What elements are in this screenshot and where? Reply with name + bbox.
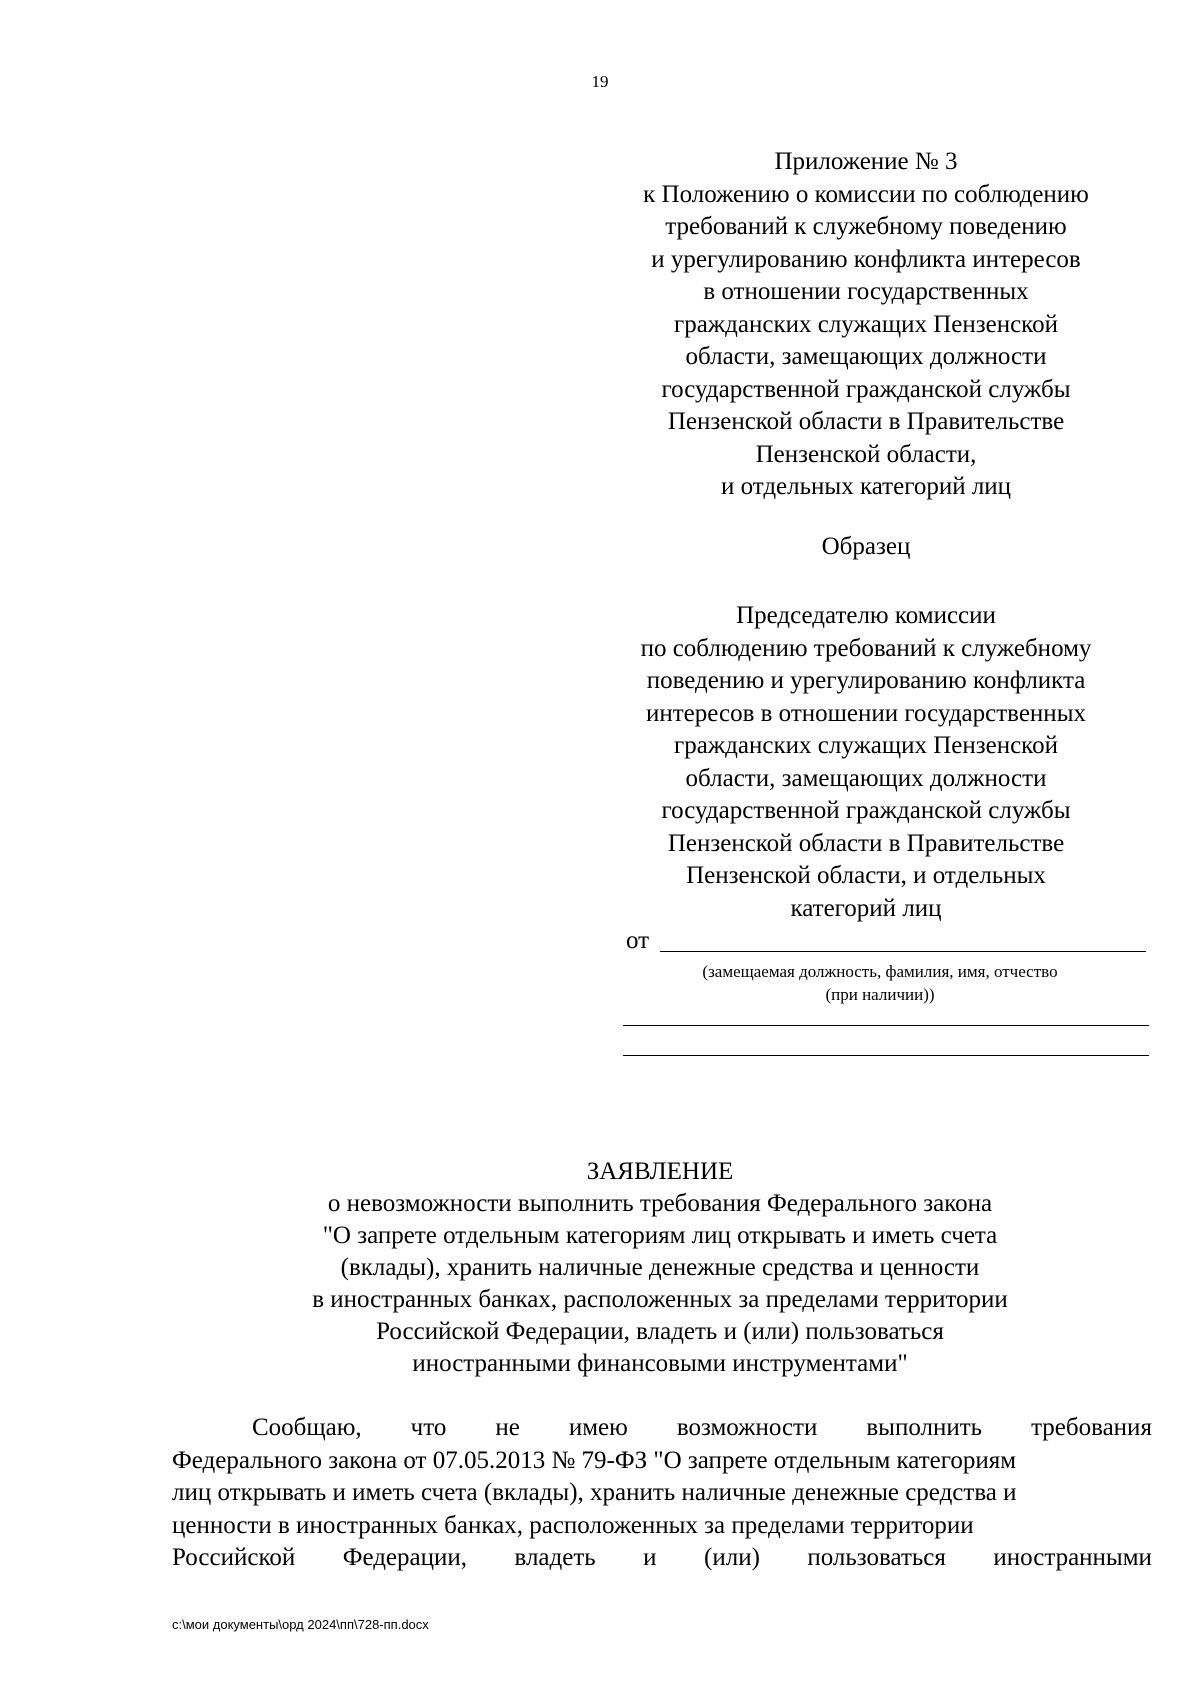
body-word: и <box>643 1544 657 1571</box>
appendix-line: и отдельных категорий лиц <box>720 473 1012 500</box>
statement-subtitle-line: Российской Федерации, владеть и (или) пользоваться <box>376 1318 944 1345</box>
from-row <box>626 927 1146 957</box>
body-word: имею <box>568 1414 628 1441</box>
statement-body <box>172 1412 1152 1575</box>
statement-title: ЗАЯВЛЕНИЕ <box>586 1158 734 1185</box>
addressee-line: интересов в отношении государственных <box>645 699 1086 727</box>
body-word: Федерации, <box>342 1544 468 1571</box>
addressee-line: государственной гражданской службы <box>661 797 1071 824</box>
body-line: Федерального закона от 07.05.2013 № 79-ФЗ "О запрете отдельным категориям <box>172 1446 1017 1474</box>
from-hint-line: (при наличии)) <box>825 985 935 1004</box>
appendix-line: Пензенской области в Правительстве <box>667 408 1065 435</box>
appendix-line: к Положению о комиссии по соблюдению <box>643 180 1089 208</box>
statement-subtitle <box>160 1188 1160 1380</box>
addressee-line: Пензенской области, и отдельных <box>686 862 1046 889</box>
addressee-line: гражданских служащих Пензенской <box>674 732 1058 759</box>
appendix-line: и урегулированию конфликта интересов <box>651 245 1081 273</box>
body-line: ценности в иностранных банках, расположенных за пределами территории <box>172 1511 974 1539</box>
file-path-footer: c:\мои документы\орд 2024\пп\728-пп.docx <box>172 1617 429 1632</box>
page-number: 19 <box>591 72 609 91</box>
statement-subtitle-line: иностранными финансовыми инструментами" <box>412 1350 908 1377</box>
addressee-line: поведению и урегулированию конфликта <box>646 667 1086 694</box>
statement-subtitle-line: в иностранных банках, расположенных за пределами территории <box>312 1286 1008 1313</box>
body-word: пользоваться <box>807 1544 946 1571</box>
addressee-line: Пензенской области в Правительстве <box>667 829 1065 857</box>
body-word: возможности <box>676 1414 818 1441</box>
body-word: (или) <box>704 1544 760 1571</box>
body-line: лиц открывать и иметь счета (вклады), хранить наличные денежные средства и <box>172 1479 1017 1506</box>
appendix-line: области, замещающих должности <box>685 343 1047 370</box>
body-word: Российской <box>172 1544 296 1571</box>
body-line <box>172 1542 1152 1575</box>
body-line <box>172 1412 1152 1445</box>
from-fill-line <box>660 951 1146 952</box>
addressee-line: Председателю комиссии <box>736 602 996 629</box>
statement-subtitle-line: о невозможности выполнить требования Федерального закона <box>327 1190 993 1217</box>
body-word: что <box>410 1414 447 1441</box>
appendix-line: в отношении государственных <box>703 278 1029 305</box>
statement-subtitle-line: "О запрете отдельным категориям лиц открывать и иметь счета <box>322 1222 998 1249</box>
blank-fill-line <box>623 1025 1149 1026</box>
appendix-line: требований к служебному поведению <box>665 213 1067 240</box>
addressee-line: категорий лиц <box>790 894 942 922</box>
from-hint <box>640 960 1120 1006</box>
appendix-line: гражданских служащих Пензенской <box>674 310 1058 338</box>
appendix-line: государственной гражданской службы <box>661 375 1071 403</box>
from-label: от <box>626 927 650 954</box>
body-word: требования <box>1031 1414 1152 1441</box>
body-word: владеть <box>514 1544 596 1571</box>
statement-subtitle-line: (вклады), хранить наличные денежные средства и ценности <box>340 1254 980 1281</box>
sample-label: Образец <box>821 533 911 560</box>
appendix-header <box>596 146 1136 504</box>
body-word: иностранными <box>993 1544 1152 1571</box>
blank-fill-line <box>623 1055 1149 1056</box>
appendix-line: Приложение № 3 <box>774 148 958 175</box>
addressee-line: области, замещающих должности <box>685 764 1047 792</box>
body-word: выполнить <box>866 1414 983 1441</box>
addressee-block <box>596 600 1136 925</box>
body-word: Сообщаю, <box>252 1414 362 1441</box>
addressee-line: по соблюдению требований к служебному <box>640 634 1092 662</box>
from-hint-line: (замещаемая должность, фамилия, имя, отчество <box>702 962 1058 981</box>
appendix-line: Пензенской области, <box>755 440 977 468</box>
body-word: не <box>495 1414 520 1441</box>
